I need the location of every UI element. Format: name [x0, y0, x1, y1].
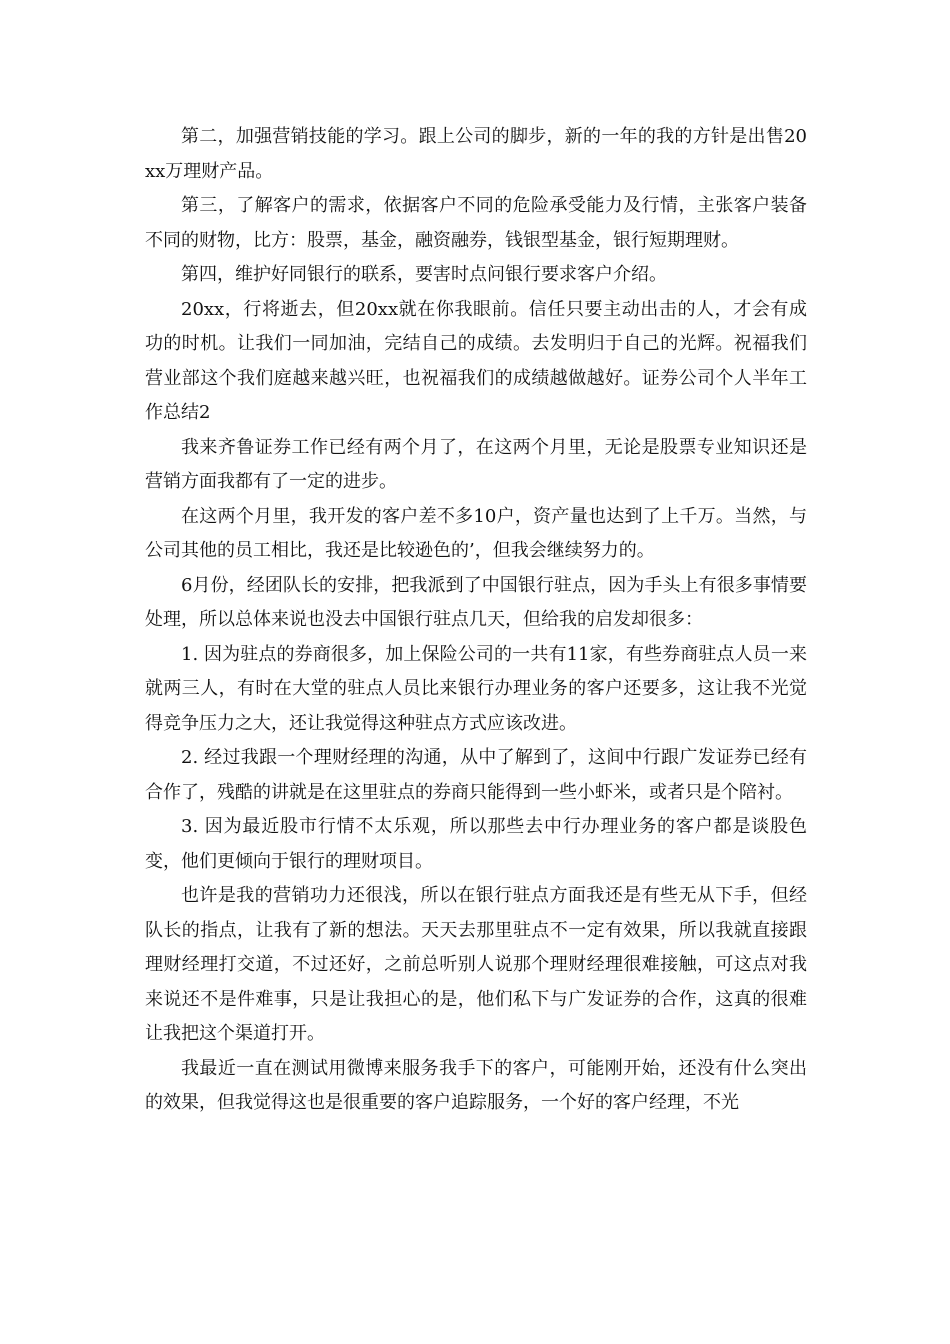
paragraph: 在这两个月里，我开发的客户差不多10户，资产量也达到了上千万。当然，与公司其他的员工相比，我还是比较逊色的’，但我会继续努力的。	[145, 505, 807, 561]
paragraph: 1. 因为驻点的券商很多，加上保险公司的一共有11家，有些券商驻点人员一来就两三人，有时在大堂的驻点人员比来银行办理业务的客户还要多，这让我不光觉得竞争压力之大，还让我觉得这种驻点方式应该改进。	[145, 643, 807, 734]
paragraph: 第二，加强营销技能的学习。跟上公司的脚步，新的一年的我的方针是出售20xx万理财产品。	[145, 126, 807, 182]
paragraph: 我来齐鲁证券工作已经有两个月了，在这两个月里，无论是股票专业知识还是营销方面我都有了一定的进步。	[145, 436, 807, 492]
paragraph: 2. 经过我跟一个理财经理的沟通，从中了解到了，这间中行跟广发证券已经有合作了，残酷的讲就是在这里驻点的券商只能得到一些小虾米，或者只是个陪衬。	[145, 747, 807, 803]
paragraph: 第四，维护好同银行的联系，要害时点问银行要求客户介绍。	[181, 264, 667, 285]
document-body	[145, 120, 807, 1121]
paragraph: 我最近一直在测试用微博来服务我手下的客户，可能刚开始，还没有什么突出的效果，但我觉得这也是很重要的客户追踪服务，一个好的客户经理，不光	[145, 1057, 807, 1113]
paragraph: 也许是我的营销功力还很浅，所以在银行驻点方面我还是有些无从下手，但经队长的指点，让我有了新的想法。天天去那里驻点不一定有效果，所以我就直接跟理财经理打交道，不过还好，之前总听别人说那个理财经理很难接触，可这点对我来说还不是件难事，只是让我担心的是，他们私下与广发证券的合作，这真的很难让我把这个渠道打开。	[145, 885, 807, 1044]
paragraph: 20xx，行将逝去，但20xx就在你我眼前。信任只要主动出击的人，才会有成功的时机。让我们一同加油，完结自己的成绩。去发明归于自己的光辉。祝福我们营业部这个我们庭越来越兴旺，也祝福我们的成绩越做越好。证券公司个人半年工作总结2	[145, 298, 807, 423]
paragraph: 3. 因为最近股市行情不太乐观，所以那些去中行办理业务的客户都是谈股色变，他们更倾向于银行的理财项目。	[145, 816, 807, 872]
paragraph: 第三，了解客户的需求，依据客户不同的危险承受能力及行情，主张客户装备不同的财物，比方：股票，基金，融资融券，钱银型基金，银行短期理财。	[145, 195, 807, 251]
paragraph: 6月份，经团队长的安排，把我派到了中国银行驻点，因为手头上有很多事情要处理，所以总体来说也没去中国银行驻点几天，但给我的启发却很多：	[145, 574, 807, 630]
